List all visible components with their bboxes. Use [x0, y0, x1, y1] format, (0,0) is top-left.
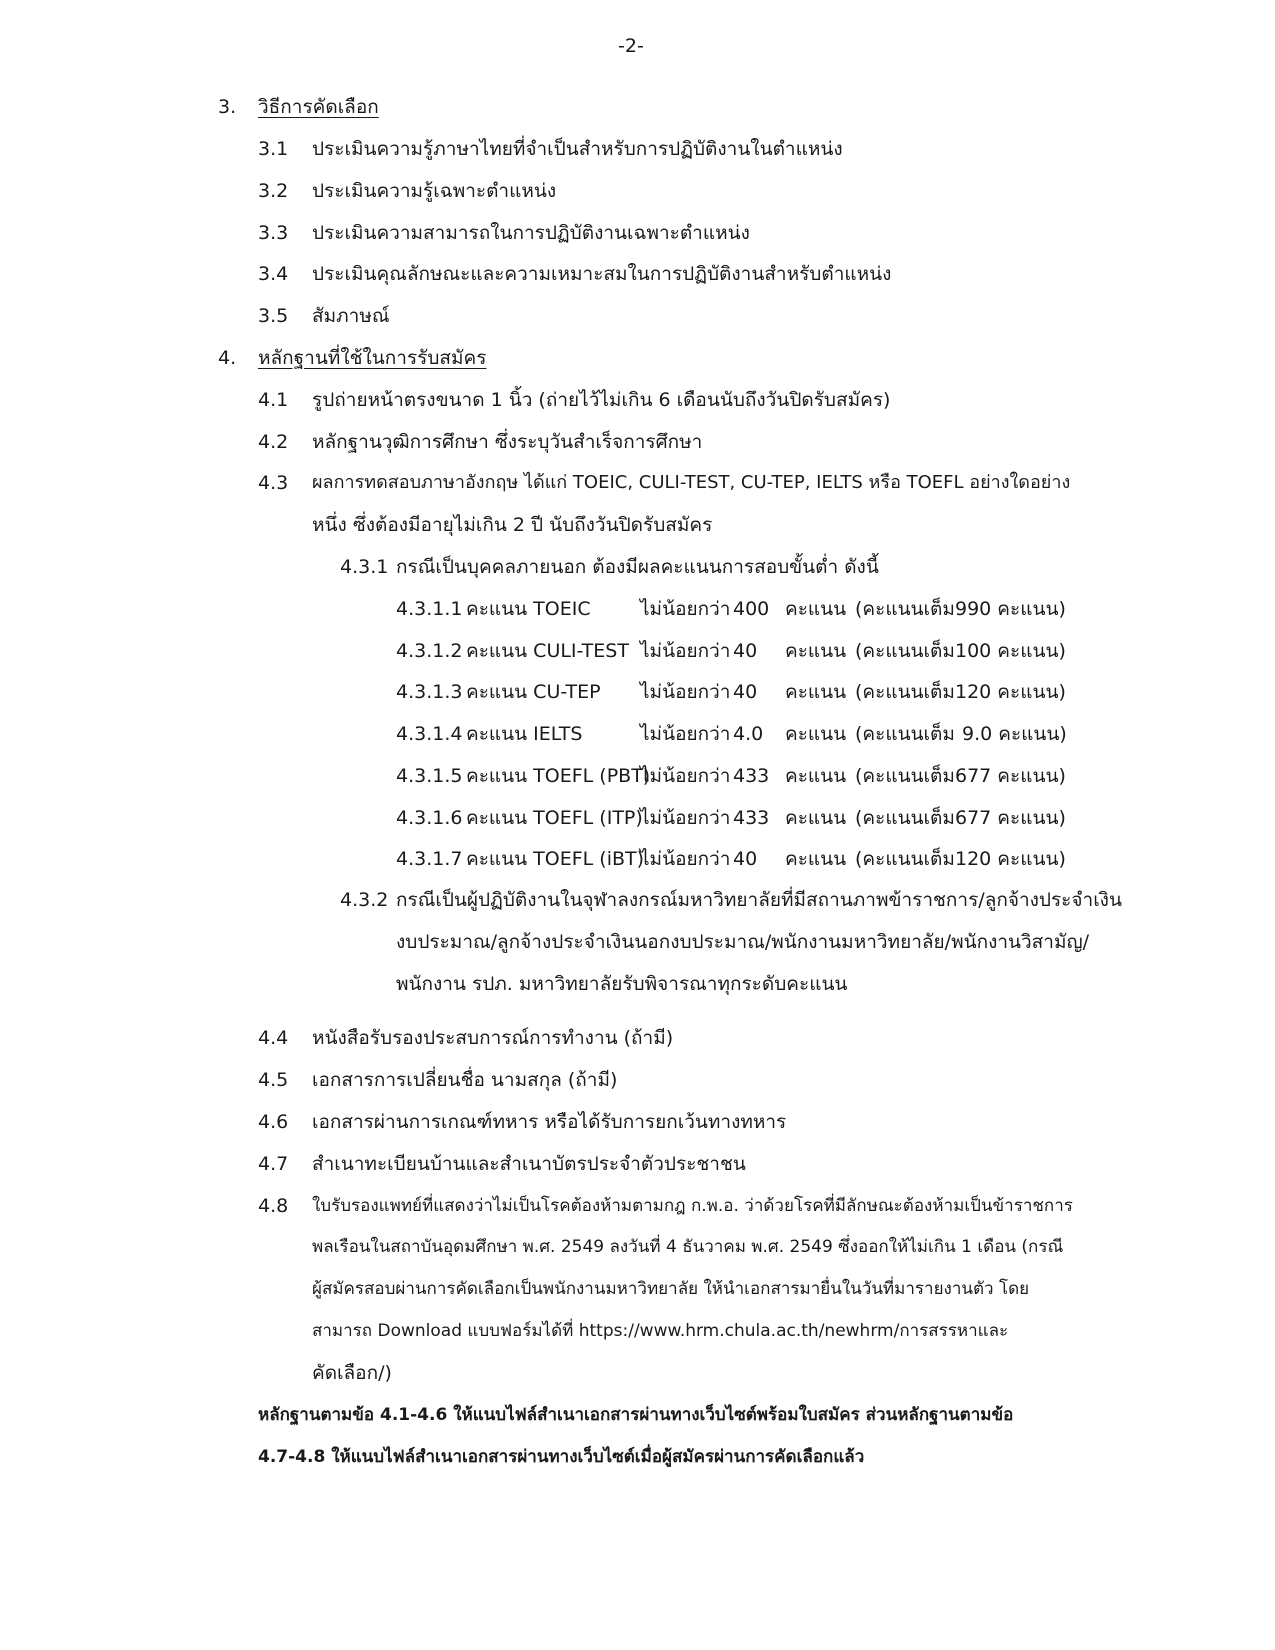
score-min-label: ไม่น้อยกว่า	[640, 640, 731, 662]
score-number: 4.3.1.1	[396, 598, 463, 620]
section-4-title: หลักฐานที่ใช้ในการรับสมัคร	[258, 347, 487, 369]
item-3-3-number: 3.3	[258, 222, 289, 244]
score-unit: คะแนน	[785, 598, 847, 620]
score-min-value: 40	[733, 640, 758, 662]
score-min-label: ไม่น้อยกว่า	[640, 765, 731, 787]
item-4-8-line4: สามารถ Download แบบฟอร์มได้ที่ https://www.hrm.chula.ac.th/newhrm/การสรรหาและ	[312, 1321, 1009, 1341]
score-unit: คะแนน	[785, 640, 847, 662]
section-3-title: วิธีการคัดเลือก	[258, 96, 379, 118]
item-4-7-text: สำเนาทะเบียนบ้านและสำเนาบัตรประจำตัวประชาชน	[312, 1153, 746, 1175]
item-3-1-number: 3.1	[258, 138, 289, 160]
score-min-label: ไม่น้อยกว่า	[640, 681, 731, 703]
item-4-3-2-line1: กรณีเป็นผู้ปฏิบัติงานในจุฬาลงกรณ์มหาวิทยาลัยที่มีสถานภาพข้าราชการ/ลูกจ้างประจำเงิน	[396, 889, 1122, 911]
score-number: 4.3.1.2	[396, 640, 463, 662]
item-3-2-text: ประเมินความรู้เฉพาะตำแหน่ง	[312, 180, 557, 202]
item-4-3-2-line3: พนักงาน รปภ. มหาวิทยาลัยรับพิจารณาทุกระดับคะแนน	[396, 973, 848, 995]
score-unit: คะแนน	[785, 723, 847, 745]
item-3-5-number: 3.5	[258, 305, 289, 327]
item-4-2-text: หลักฐานวุฒิการศึกษา ซึ่งระบุวันสำเร็จการศึกษา	[312, 431, 703, 453]
item-3-1-text: ประเมินความรู้ภาษาไทยที่จำเป็นสำหรับการปฏิบัติงานในตำแหน่ง	[312, 138, 843, 160]
score-test-name: คะแนน TOEFL (iBT)	[466, 848, 645, 870]
score-full-label: (คะแนนเต็ม	[855, 723, 955, 745]
score-full-value: 120 คะแนน)	[955, 681, 1066, 703]
item-4-4-number: 4.4	[258, 1027, 289, 1049]
item-4-4-text: หนังสือรับรองประสบการณ์การทำงาน (ถ้ามี)	[312, 1027, 674, 1049]
section-3-number: 3.	[218, 96, 237, 118]
score-full-label: (คะแนนเต็ม	[855, 807, 955, 829]
score-unit: คะแนน	[785, 807, 847, 829]
score-full-value: 9.0 คะแนน)	[962, 723, 1067, 745]
score-full-value: 120 คะแนน)	[955, 848, 1066, 870]
score-min-value: 400	[733, 598, 770, 620]
score-test-name: คะแนน TOEFL (PBT)	[466, 765, 651, 787]
score-number: 4.3.1.3	[396, 681, 463, 703]
score-min-value: 40	[733, 681, 758, 703]
note-line2: 4.7-4.8 ให้แนบไฟล์สำเนาเอกสารผ่านทางเว็บไซต์เมื่อผู้สมัครผ่านการคัดเลือกแล้ว	[258, 1447, 865, 1467]
score-test-name: คะแนน TOEIC	[466, 598, 591, 620]
score-min-label: ไม่น้อยกว่า	[640, 807, 731, 829]
score-full-label: (คะแนนเต็ม	[855, 681, 955, 703]
item-4-3-line2: หนึ่ง ซึ่งต้องมีอายุไม่เกิน 2 ปี นับถึงวันปิดรับสมัคร	[312, 514, 713, 536]
item-4-2-number: 4.2	[258, 431, 289, 453]
score-number: 4.3.1.6	[396, 807, 463, 829]
item-4-3-line1: ผลการทดสอบภาษาอังกฤษ ได้แก่ TOEIC, CULI-TEST, CU-TEP, IELTS หรือ TOEFL อย่างใดอย่าง	[312, 472, 1071, 493]
score-min-value: 4.0	[733, 723, 764, 745]
score-min-value: 433	[733, 807, 770, 829]
score-number: 4.3.1.4	[396, 723, 463, 745]
score-full-label: (คะแนนเต็ม	[855, 765, 955, 787]
score-min-value: 40	[733, 848, 758, 870]
score-full-value: 677 คะแนน)	[955, 807, 1066, 829]
item-4-3-1-text: กรณีเป็นบุคคลภายนอก ต้องมีผลคะแนนการสอบขั้นต่ำ ดังนี้	[396, 556, 879, 578]
item-4-3-1-number: 4.3.1	[340, 556, 389, 578]
score-min-label: ไม่น้อยกว่า	[640, 723, 731, 745]
score-full-label: (คะแนนเต็ม	[855, 598, 955, 620]
item-3-3-text: ประเมินความสามารถในการปฏิบัติงานเฉพาะตำแหน่ง	[312, 222, 750, 244]
item-3-2-number: 3.2	[258, 180, 289, 202]
item-4-8-line3: ผู้สมัครสอบผ่านการคัดเลือกเป็นพนักงานมหาวิทยาลัย ให้นำเอกสารมายื่นในวันที่มารายงานตัว โดย	[312, 1279, 1030, 1299]
item-4-6-text: เอกสารผ่านการเกณฑ์ทหาร หรือได้รับการยกเว้นทางทหาร	[312, 1111, 787, 1133]
item-4-8-number: 4.8	[258, 1195, 289, 1217]
score-full-value: 990 คะแนน)	[955, 598, 1066, 620]
item-4-5-text: เอกสารการเปลี่ยนชื่อ นามสกุล (ถ้ามี)	[312, 1069, 618, 1091]
item-4-8-line2: พลเรือนในสถาบันอุดมศึกษา พ.ศ. 2549 ลงวันที่ 4 ธันวาคม พ.ศ. 2549 ซึ่งออกให้ไม่เกิน 1 เดือน (กรณี	[312, 1237, 1064, 1257]
score-number: 4.3.1.7	[396, 848, 463, 870]
score-unit: คะแนน	[785, 681, 847, 703]
score-unit: คะแนน	[785, 765, 847, 787]
score-test-name: คะแนน IELTS	[466, 723, 583, 745]
score-unit: คะแนน	[785, 848, 847, 870]
section-4-number: 4.	[218, 347, 237, 369]
item-4-8-line5: คัดเลือก/)	[312, 1362, 392, 1384]
item-3-5-text: สัมภาษณ์	[312, 305, 390, 327]
item-4-1-number: 4.1	[258, 389, 289, 411]
item-3-4-text: ประเมินคุณลักษณะและความเหมาะสมในการปฏิบัติงานสำหรับตำแหน่ง	[312, 263, 892, 285]
item-4-3-number: 4.3	[258, 472, 289, 494]
score-full-label: (คะแนนเต็ม	[855, 848, 955, 870]
score-number: 4.3.1.5	[396, 765, 463, 787]
score-test-name: คะแนน CULI-TEST	[466, 640, 629, 662]
note-line1: หลักฐานตามข้อ 4.1-4.6 ให้แนบไฟล์สำเนาเอกสารผ่านทางเว็บไซต์พร้อมใบสมัคร ส่วนหลักฐานตามข้อ	[258, 1405, 1014, 1425]
item-4-1-text: รูปถ่ายหน้าตรงขนาด 1 นิ้ว (ถ่ายไว้ไม่เกิน 6 เดือนนับถึงวันปิดรับสมัคร)	[312, 389, 891, 411]
score-full-value: 100 คะแนน)	[955, 640, 1066, 662]
score-min-value: 433	[733, 765, 770, 787]
score-full-label: (คะแนนเต็ม	[855, 640, 955, 662]
item-4-3-2-number: 4.3.2	[340, 889, 389, 911]
item-4-3-2-line2: งบประมาณ/ลูกจ้างประจำเงินนอกงบประมาณ/พนักงานมหาวิทยาลัย/พนักงานวิสามัญ/	[396, 931, 1090, 953]
score-test-name: คะแนน TOEFL (ITP)	[466, 807, 643, 829]
score-min-label: ไม่น้อยกว่า	[640, 598, 731, 620]
item-3-4-number: 3.4	[258, 263, 289, 285]
item-4-7-number: 4.7	[258, 1153, 289, 1175]
page-number: -2-	[618, 35, 644, 57]
item-4-5-number: 4.5	[258, 1069, 289, 1091]
score-test-name: คะแนน CU-TEP	[466, 681, 601, 703]
item-4-6-number: 4.6	[258, 1111, 289, 1133]
item-4-8-line1: ใบรับรองแพทย์ที่แสดงว่าไม่เป็นโรคต้องห้ามตามกฎ ก.พ.อ. ว่าด้วยโรคที่มีลักษณะต้องห้ามเป็นข้าราชการ	[312, 1196, 1073, 1216]
score-full-value: 677 คะแนน)	[955, 765, 1066, 787]
score-min-label: ไม่น้อยกว่า	[640, 848, 731, 870]
